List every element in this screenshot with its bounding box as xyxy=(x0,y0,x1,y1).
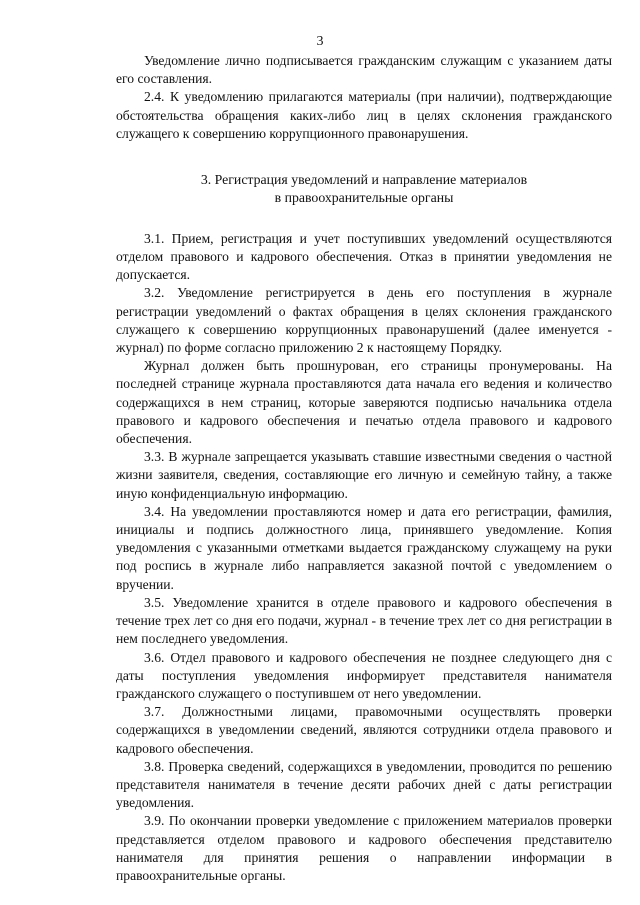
paragraph-3-2: 3.2. Уведомление регистрируется в день его поступления в журнале регистрации уведомлений о фактах обращения в целях склонения гражданского служащего к совершению коррупционных правонарушений (далее именуется - журнал) по форме согласно приложению 2 к настоящему Порядку. xyxy=(116,285,612,356)
document-body xyxy=(116,52,612,885)
paragraph-signature-note: Уведомление лично подписывается гражданским служащим с указанием даты его составления. xyxy=(116,53,612,87)
paragraph-3-6: 3.6. Отдел правового и кадрового обеспечения не позднее следующего дня с даты поступления уведомления информирует представителя нанимателя гражданского служащего о поступившем от него уведомлении. xyxy=(116,649,612,701)
page-number: 3 xyxy=(316,34,324,49)
section-3-title-line-1: 3. Регистрация уведомлений и направление материалов xyxy=(200,172,528,188)
paragraph-journal: Журнал должен быть прошнурован, его страницы пронумерованы. На последней странице журнала проставляются дата начала его ведения и количество содержащихся в нем страниц, которые заверяются подписью начальника отдела правового и кадрового обеспечения и печатью отдела правового и кадрового обеспечения. xyxy=(116,358,612,447)
paragraph-2-4: 2.4. К уведомлению прилагаются материалы (при наличии), подтверждающие обстоятельства обращения каких-либо лиц в целях склонения гражданского служащего к совершению коррупционного правонарушения. xyxy=(116,89,612,141)
paragraph-3-5: 3.5. Уведомление хранится в отделе правового и кадрового обеспечения в течение трех лет со дня его подачи, журнал - в течение трех лет со дня регистрации в нем последнего уведомления. xyxy=(116,594,612,647)
paragraph-3-4: 3.4. На уведомлении проставляются номер и дата его регистрации, фамилия, инициалы и подпись должностного лица, принявшего уведомление. Копия уведомления с указанными отметками выдается гражданскому служащему на руки под роспись в журнале либо направляется заказной почтой с уведомлением о вручении. xyxy=(116,503,612,592)
paragraph-3-1: 3.1. Прием, регистрация и учет поступивших уведомлений осуществляются отделом правового и кадрового обеспечения. Отказ в принятии уведомления не допускается. xyxy=(116,230,612,283)
section-3-title-line-2: в правоохранительные органы xyxy=(274,190,454,206)
paragraph-3-7: 3.7. Должностными лицами, правомочными осуществлять проверки содержащихся в уведомлении сведений, являются сотрудники отдела правового и кадрового обеспечения. xyxy=(116,704,612,756)
paragraph-3-8: 3.8. Проверка сведений, содержащихся в уведомлении, проводится по решению представителя нанимателя в течение десяти рабочих дней с даты регистрации уведомления. xyxy=(116,758,612,811)
paragraph-3-3: 3.3. В журнале запрещается указывать ставшие известными сведения о частной жизни заявителя, сведения, составляющие его личную и семейную тайну, а также иную конфиденциальную информацию. xyxy=(116,449,612,501)
paragraph-3-9: 3.9. По окончании проверки уведомление с приложением материалов проверки представляется отделом правового и кадрового обеспечения представителю нанимателя для принятия решения о направлении информации в правоохранительные органы. xyxy=(116,813,612,883)
section-3-title xyxy=(116,171,612,208)
